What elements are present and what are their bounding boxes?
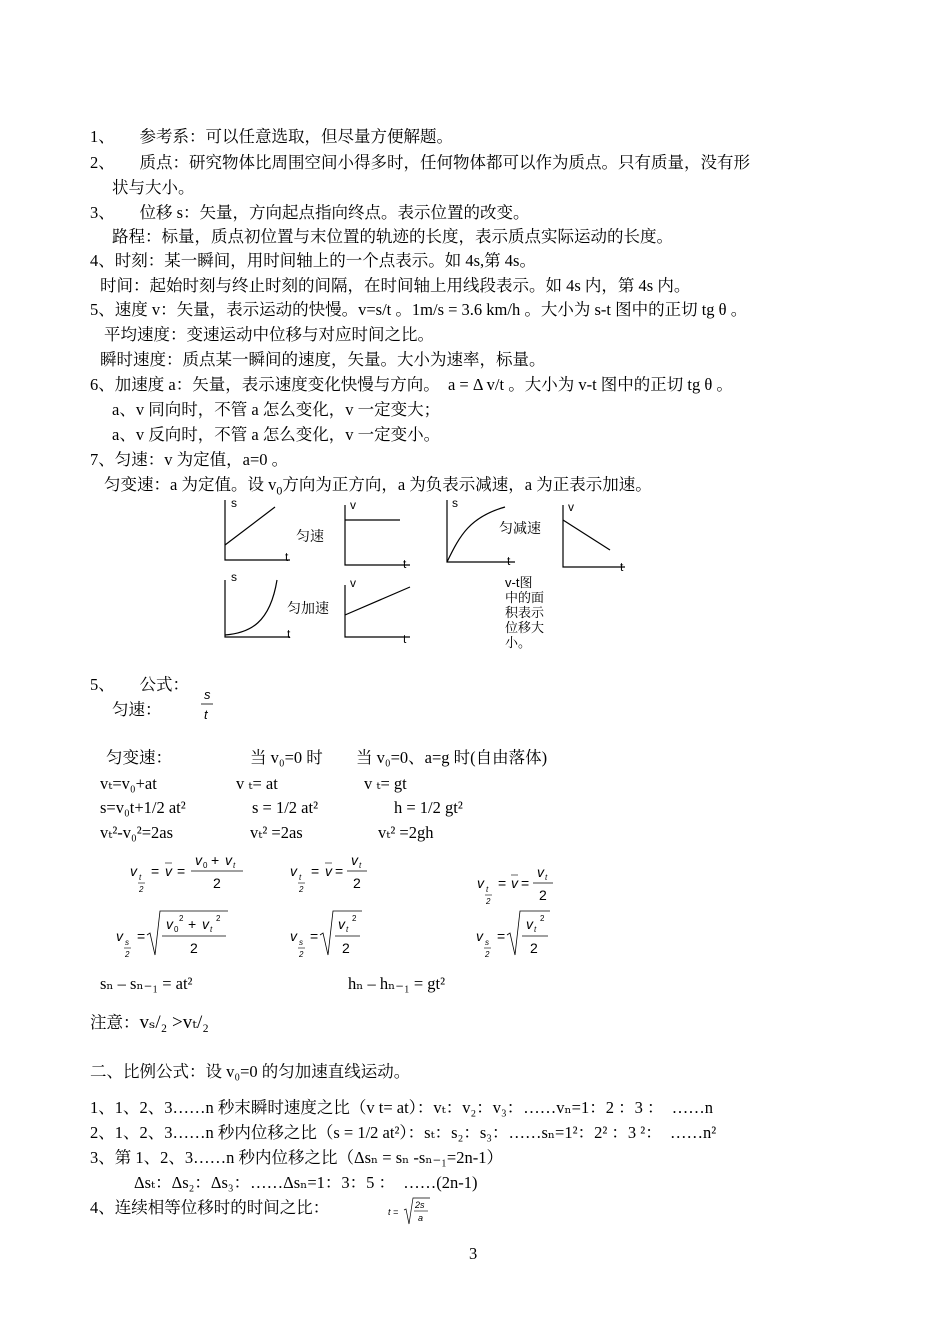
graph-note-1: v-t图 bbox=[505, 575, 533, 590]
svg-text:2: 2 bbox=[485, 950, 490, 959]
svg-text:v: v bbox=[165, 863, 172, 879]
g4-xlabel: t bbox=[620, 560, 624, 574]
svg-text:t: t bbox=[210, 925, 213, 934]
svg-text:v: v bbox=[325, 863, 332, 879]
svg-text:+: + bbox=[188, 916, 197, 932]
g5-ylabel: s bbox=[231, 570, 237, 584]
svg-text:v: v bbox=[351, 852, 358, 868]
line-6-opp: a、v 反向时，不管 a 怎么变化，v 一定变小。 bbox=[112, 425, 441, 444]
line-7: 7、匀速：v 为定值，a=0 。 bbox=[90, 450, 289, 469]
g3-title: 匀减速 bbox=[499, 520, 541, 536]
g6-ylabel: v bbox=[350, 576, 356, 590]
svg-text:v: v bbox=[476, 928, 483, 944]
svg-text:t: t bbox=[486, 885, 489, 894]
g5-curve bbox=[225, 580, 277, 635]
line-2: 2、 质点：研究物体比周围空间小得多时，任何物体都可以作为质点。只有质量，没有形 bbox=[90, 153, 750, 172]
svg-text:2: 2 bbox=[352, 914, 357, 923]
svg-text:2: 2 bbox=[486, 897, 491, 906]
g1-ylabel: s bbox=[231, 496, 237, 510]
note-expression: vₛ/₂ >vₜ/₂ bbox=[139, 1012, 209, 1033]
frac-denominator: t bbox=[204, 707, 208, 722]
g1-title: 匀速 bbox=[296, 528, 324, 544]
g4-line bbox=[563, 520, 610, 550]
r1c3: v ₜ= gt bbox=[364, 774, 407, 793]
mid-time-formulas bbox=[125, 848, 575, 908]
g4-axes bbox=[563, 505, 625, 567]
svg-text:s: s bbox=[125, 938, 129, 947]
graph-note-2: 中的面 bbox=[505, 590, 545, 605]
svg-text:2: 2 bbox=[139, 885, 144, 894]
svg-text:v: v bbox=[526, 916, 533, 932]
svg-text:2: 2 bbox=[539, 887, 547, 903]
g1-line bbox=[225, 507, 275, 545]
svg-text:t: t bbox=[346, 925, 349, 934]
note-underline bbox=[505, 592, 565, 594]
g4-ylabel: v bbox=[568, 500, 574, 514]
svg-text:v: v bbox=[202, 916, 209, 932]
svg-text:=: = bbox=[137, 928, 146, 944]
svg-text:t: t bbox=[545, 873, 548, 882]
ratio-3-cont: Δsₜ：Δs₂：Δs₃：……Δsₙ=1：3：5 ： ……(2n-1) bbox=[134, 1173, 478, 1192]
formula-heading: 5、 公式： bbox=[90, 675, 189, 694]
r3c3: vₜ² =2gh bbox=[378, 823, 434, 842]
line-5-avg: 平均速度：变速运动中位移与对应时间之比。 bbox=[104, 325, 434, 344]
svg-text:v: v bbox=[338, 916, 345, 932]
line-3-cont: 路程：标量，质点初位置与末位置的轨迹的长度，表示质点实际运动的长度。 bbox=[112, 227, 673, 246]
svg-text:+: + bbox=[211, 852, 220, 868]
g5-xlabel: t bbox=[287, 627, 291, 641]
line-6: 6、加速度 a：矢量，表示速度变化快慢与方向。 a = Δ v/t 。大小为 v-t 图中的正切 tg θ 。 bbox=[90, 375, 733, 394]
g2-ylabel: v bbox=[350, 498, 356, 512]
g1-xlabel: t bbox=[285, 550, 289, 564]
svg-text:2: 2 bbox=[540, 914, 545, 923]
col3-head: 当 v₀=0、a=g 时(自由落体) bbox=[356, 748, 548, 767]
note-line: 注意：vₛ/₂ >vₜ/₂ bbox=[90, 1012, 209, 1033]
uniform-fraction bbox=[198, 685, 218, 725]
svg-text:2: 2 bbox=[216, 914, 221, 923]
ratio-1: 1、1、2、3……n 秒末瞬时速度之比（v t= at）：vₜ：v₂：v₃：……vₙ=1：2 ：3 ： ……n bbox=[90, 1098, 713, 1117]
motion-graphs bbox=[215, 495, 635, 660]
svg-text:v: v bbox=[166, 916, 173, 932]
r2c3: h = 1/2 gt² bbox=[394, 798, 463, 817]
g3-ylabel: s bbox=[452, 496, 458, 510]
svg-text:v: v bbox=[116, 928, 123, 944]
col2-head: 当 v₀=0 时 bbox=[250, 748, 323, 767]
svg-text:t =: t = bbox=[388, 1207, 399, 1217]
svg-text:2: 2 bbox=[299, 885, 304, 894]
svg-text:2: 2 bbox=[179, 914, 184, 923]
section-2-heading: 二、比例公式：设 v₀=0 的匀加速直线运动。 bbox=[90, 1062, 411, 1081]
svg-text:a: a bbox=[418, 1213, 424, 1223]
line-5-inst: 瞬时速度：质点某一瞬间的速度，矢量。大小为速率，标量。 bbox=[100, 350, 546, 369]
g5-axes bbox=[225, 580, 290, 637]
f1-v: v bbox=[130, 863, 137, 879]
g3-curve bbox=[447, 507, 505, 562]
svg-text:s: s bbox=[299, 938, 303, 947]
svg-text:s: s bbox=[485, 938, 489, 947]
line-6-same: a、v 同向时，不管 a 怎么变化，v 一定变大； bbox=[112, 400, 441, 419]
svg-text:2s: 2s bbox=[415, 1200, 425, 1210]
ratio-3: 3、第 1、2、3……n 秒内位移之比（Δsₙ = sₙ -sₙ₋₁=2n-1） bbox=[90, 1148, 503, 1167]
graph-note-3: 积表示 bbox=[505, 605, 545, 620]
r3c1: vₜ²-v₀²=2as bbox=[100, 823, 174, 842]
svg-text:t: t bbox=[139, 873, 142, 882]
svg-text:0: 0 bbox=[203, 861, 208, 870]
line-2-cont: 状与大小。 bbox=[112, 178, 195, 197]
time-formula bbox=[386, 1196, 436, 1228]
svg-text:0: 0 bbox=[174, 925, 179, 934]
graph-note-5: 小。 bbox=[505, 635, 532, 650]
line-1: 1、 参考系：可以任意选取，但尽量方便解题。 bbox=[90, 127, 453, 146]
uniform-label: 匀速： bbox=[112, 700, 162, 719]
svg-text:2: 2 bbox=[125, 950, 130, 959]
svg-text:=: = bbox=[310, 928, 319, 944]
line-7-cont: 匀变速：a 为定值。设 $v_0$方向为正方向，a 为负表示减速，a 为正表示加速。 bbox=[104, 475, 652, 498]
svg-text:=: = bbox=[521, 875, 530, 891]
svg-text:=: = bbox=[177, 863, 186, 879]
svg-text:t: t bbox=[299, 873, 302, 882]
frac-numerator: s bbox=[204, 687, 211, 702]
svg-text:2: 2 bbox=[190, 940, 198, 956]
line-3: 3、 位移 s：矢量，方向起点指向终点。表示位置的改变。 bbox=[90, 203, 530, 222]
g2-axes bbox=[345, 505, 410, 565]
svg-text:=: = bbox=[151, 863, 160, 879]
svg-text:v: v bbox=[537, 864, 544, 880]
svg-text:=: = bbox=[497, 928, 506, 944]
svg-text:t: t bbox=[534, 925, 537, 934]
r2c2: s = 1/2 at² bbox=[252, 798, 319, 817]
g2-xlabel: t bbox=[403, 557, 407, 571]
svg-text:v: v bbox=[225, 852, 232, 868]
svg-text:2: 2 bbox=[353, 875, 361, 891]
mid-position-formulas bbox=[110, 905, 570, 970]
svg-text:v: v bbox=[290, 928, 297, 944]
diff-formula-2: hₙ – hₙ₋₁ = gt² bbox=[348, 974, 446, 993]
f2-v: v bbox=[290, 863, 297, 879]
svg-text:t: t bbox=[233, 861, 236, 870]
svg-text:=: = bbox=[498, 875, 507, 891]
svg-text:2: 2 bbox=[530, 940, 538, 956]
r1c2: v ₜ= at bbox=[236, 774, 278, 793]
svg-text:t: t bbox=[359, 861, 362, 870]
svg-text:2: 2 bbox=[213, 875, 221, 891]
g6-line bbox=[345, 587, 410, 615]
svg-text:=: = bbox=[335, 863, 344, 879]
line-4-cont: 时间：起始时刻与终止时刻的间隔，在时间轴上用线段表示。如 4s 内，第 4s 内。 bbox=[100, 276, 691, 295]
svg-text:v: v bbox=[195, 852, 202, 868]
svg-text:2: 2 bbox=[342, 940, 350, 956]
line-4: 4、时刻：某一瞬间，用时间轴上的一个点表示。如 4s,第 4s。 bbox=[90, 251, 536, 270]
col1-head: 匀变速： bbox=[106, 748, 172, 767]
ratio-2: 2、1、2、3……n 秒内位移之比（s = 1/2 at²）：sₜ：s₂：s₃：……sₙ=1²：2² ：3 ²： ……n² bbox=[90, 1123, 717, 1142]
g6-xlabel: t bbox=[403, 632, 407, 646]
r1c1: vₜ=v₀+at bbox=[100, 774, 157, 793]
r2c1: s=v₀t+1/2 at² bbox=[100, 798, 186, 817]
r3c2: vₜ² =2as bbox=[250, 823, 303, 842]
svg-text:2: 2 bbox=[299, 950, 304, 959]
svg-text:=: = bbox=[311, 863, 320, 879]
page-number: 3 bbox=[469, 1244, 478, 1263]
svg-text:v: v bbox=[511, 875, 518, 891]
line-5: 5、速度 v：矢量，表示运动的快慢。v=s/t 。1m/s = 3.6 km/h 。大小为 s-t 图中的正切 tg θ 。 bbox=[90, 300, 748, 319]
g3-xlabel: t bbox=[507, 554, 511, 568]
diff-formula-1: sₙ – sₙ₋₁ = at² bbox=[100, 974, 193, 993]
ratio-4: 4、连续相等位移时的时间之比： bbox=[90, 1198, 330, 1217]
f3-v: v bbox=[477, 875, 484, 891]
g5-title: 匀加速 bbox=[287, 600, 329, 616]
graph-note-4: 位移大 bbox=[505, 620, 545, 635]
